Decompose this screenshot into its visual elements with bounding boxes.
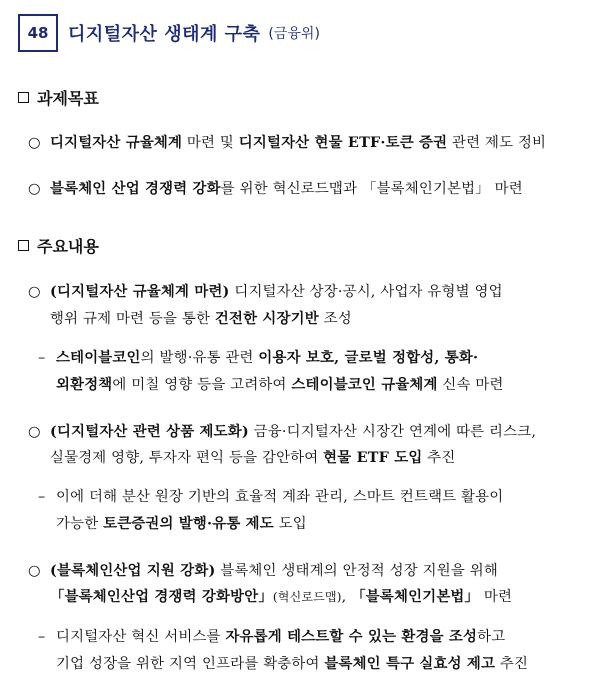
c2-heading: (디지털자산 관련 상품 제도화) [50,423,249,440]
c3-text: 블록체인 생태계의 안정적 성장 지원을 위해 [215,563,498,579]
goal-1-text-b: 관련 제도 정비 [447,135,547,151]
c1-text-2a: 행위 규제 마련 등을 통한 [50,311,215,327]
c2-text-2a: 실물경제 영향, 투자자 편익 등을 감안하여 [50,450,324,466]
c1-bold-2b: 건전한 시장기반 [214,310,319,327]
c1-sub-bold-2c: 스테이블코인 규율체계 [291,376,438,393]
dash-bullet-icon: – [38,629,46,645]
goal-1-text-a: 마련 및 [182,135,239,151]
c3-text-2c: , [341,589,352,605]
circle-bullet-icon: ○ [28,424,41,440]
c3-bold-2d: 「블록체인기본법」 [351,588,480,605]
title-wrap [58,14,320,52]
item-number-box [18,14,58,52]
c3-text-2e: 마련 [479,589,513,605]
goal-2-bold-a: 블록체인 산업 경쟁력 강화 [50,180,221,197]
c3-sub-bold-2b: 블록체인 특구 실효성 제고 [324,655,496,672]
c1-text-2c: 조성 [318,311,352,327]
c2-text-2c: 추진 [422,450,456,466]
c1-sub-bold-2a: 외환정책 [56,376,113,393]
section-goal-heading [18,86,99,109]
section-content-heading [18,234,99,257]
content-2-line-2 [50,446,455,467]
item-number: 48 [27,24,49,42]
content-1-line-1 [28,280,503,301]
section-content-label: 주요내용 [37,237,99,256]
c3-bold-2a: 「블록체인산업 경쟁력 강화방안」 [50,588,273,605]
content-2-line-1 [28,420,536,441]
c2-sub-bold-2b: 토큰증권의 발행·유통 제도 [103,515,274,532]
c2-text: 금융·디지털자산 시장간 연계에 따른 리스크, [248,424,537,440]
c1-sub-bold-c: 이용자 보호, 글로벌 정합성, 통화· [258,349,479,366]
content-1-line-2 [50,307,352,328]
goal-1-bold-b: 디지털자산 현물 ETF·토큰 증권 [238,134,448,151]
content-3-sub-line-1 [38,625,505,646]
dash-bullet-icon: – [38,489,46,505]
content-1-sub-line-2 [56,373,504,394]
content-2-sub-line-2 [56,512,307,533]
goal-item-2 [28,177,523,198]
content-2-sub-line-1 [38,485,503,506]
square-icon [18,240,29,251]
c2-bold-2b: 현물 ETF 도입 [323,449,423,466]
circle-bullet-icon: ○ [28,563,41,579]
c3-sub-text-2a: 기업 성장을 위한 지역 인프라를 확충하여 [56,656,325,672]
c1-sub-bold-a: 스테이블코인 [56,349,141,366]
section-goal-label: 과제목표 [37,89,99,108]
page-title: 디지털자산 생태계 구축 [68,24,261,45]
goal-item-1 [28,131,546,152]
goal-2-text-a: 를 위한 혁신로드맵과 「블록체인기본법」 마련 [220,181,523,197]
c3-sub-text-c: 하고 [477,629,506,645]
goal-1-bold-a: 디지털자산 규율체계 [50,134,183,151]
c1-sub-text-2b: 에 미칠 영향 등을 고려하여 [112,377,292,393]
circle-bullet-icon: ○ [28,181,41,197]
c1-sub-text-b: 의 발행·유통 관련 [140,350,259,366]
page-subtitle: (금융위) [268,26,320,42]
c1-heading: (디지털자산 규율체계 마련) [50,283,230,300]
c3-sub-bold-b: 자유롭게 테스트할 수 있는 환경을 조성 [225,628,478,645]
content-3-line-1 [28,559,498,580]
content-3-sub-line-2 [56,652,528,673]
circle-bullet-icon: ○ [28,284,41,300]
c3-sub-text-2c: 추진 [495,656,529,672]
content-1-sub-line-1 [38,346,478,367]
dash-bullet-icon: – [38,350,46,366]
page-header [18,14,320,52]
c3-sub-text-a: 디지털자산 혁신 서비스를 [56,629,226,645]
square-icon [18,92,29,103]
c2-sub-text-2c: 도입 [273,516,307,532]
c2-sub-text-a: 이에 더해 분산 원장 기반의 효율적 계좌 관리, 스마트 컨트랙트 활용이 [56,489,504,505]
content-3-line-2 [50,585,512,606]
c1-text: 디지털자산 상장·공시, 사업자 유형별 영업 [229,284,503,300]
c3-small-2b: (혁신로드맵) [272,590,342,604]
c1-sub-text-2d: 신속 마련 [437,377,504,393]
c2-sub-text-2a: 가능한 [56,516,104,532]
c3-heading: (블록체인산업 지원 강화) [50,562,216,579]
circle-bullet-icon: ○ [28,135,41,151]
